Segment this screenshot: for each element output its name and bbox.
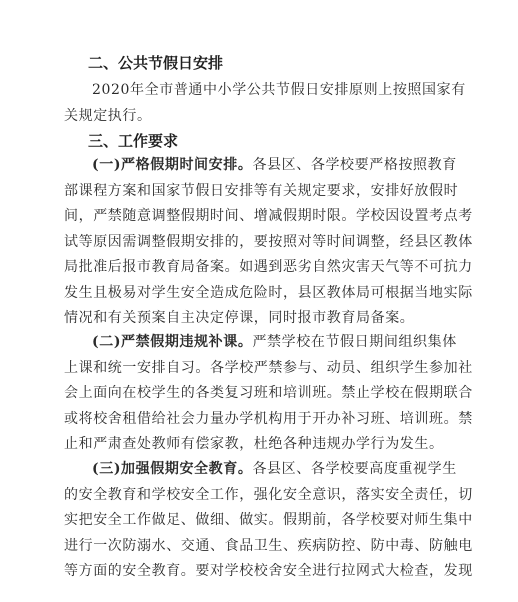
text-line: 的安全教育和学校安全工作，强化安全意识，落实安全责任，切 — [64, 486, 473, 503]
text-line: 发生且极易对学生安全造成危险时，县区教体局可根据当地实际 — [64, 284, 473, 301]
text-line: 实把安全工作做足、做细、做实。假期前，各学校要对师生集中 — [64, 512, 473, 528]
text-line — [64, 330, 484, 356]
text-line: 或将校舍租借给社会力量办学机构用于开办补习班、培训班。禁 — [64, 410, 473, 427]
text-line: 部课程方案和国家节假日安排等有关规定要求，安排好放假时 — [64, 182, 459, 199]
paragraph-item-3 — [64, 457, 484, 585]
item-3-title: (三)加强假期安全教育。 — [92, 461, 253, 477]
text-line: 会上面向在校学生的各类复习班和培训班。禁止学校在假期联合 — [64, 385, 473, 401]
text-line — [64, 153, 484, 179]
paragraph-item-2 — [64, 330, 484, 458]
paragraph-holiday-arrangement — [64, 78, 484, 129]
text-line: 进行一次防溺水、交通、食品卫生、疾病防控、防中毒、防触电 — [64, 537, 473, 554]
text-line: 间，严禁随意调整假期时间、增减假期时限。学校因设置考点考 — [64, 208, 473, 224]
text-line: 试等原因需调整假期安排的，要按照对等时间调整，经县区教体 — [64, 233, 473, 250]
text-line: 上课和统一安排自习。各学校严禁参与、动员、组织学生参加社 — [64, 359, 473, 376]
text-line: 止和严肃查处教师有偿家教，杜绝各种违规办学行为发生。 — [64, 436, 444, 452]
text-line: 2020年全市普通中小学公共节假日安排原则上按照国家有 — [92, 82, 466, 98]
text-line: 情况和有关预案自主决定停课，同时报市教育局备案。 — [64, 310, 415, 326]
section-heading-holidays: 二、公共节假日安排 — [88, 54, 224, 72]
text-line: 关规定执行。 — [64, 107, 152, 124]
text-fragment: 严禁学校在节假日期间组织集体 — [252, 334, 457, 350]
item-2-title: (二)严禁假期违规补课。 — [92, 334, 253, 350]
text-line: 局批准后报市教育局备案。如遇到恶劣自然灾害天气等不可抗力 — [64, 259, 473, 275]
text-fragment: 各县区、各学校要高度重视学生 — [252, 461, 457, 477]
text-line — [64, 457, 484, 483]
text-line: 等方面的安全教育。要对学校校舍安全进行拉网式大检查，发现 — [64, 563, 473, 579]
text-fragment: 各县区、各学校要严格按照教育 — [252, 157, 457, 173]
item-1-title: (一)严格假期时间安排。 — [92, 157, 253, 173]
section-heading-requirements: 三、工作要求 — [88, 132, 179, 150]
paragraph-item-1 — [64, 153, 484, 332]
